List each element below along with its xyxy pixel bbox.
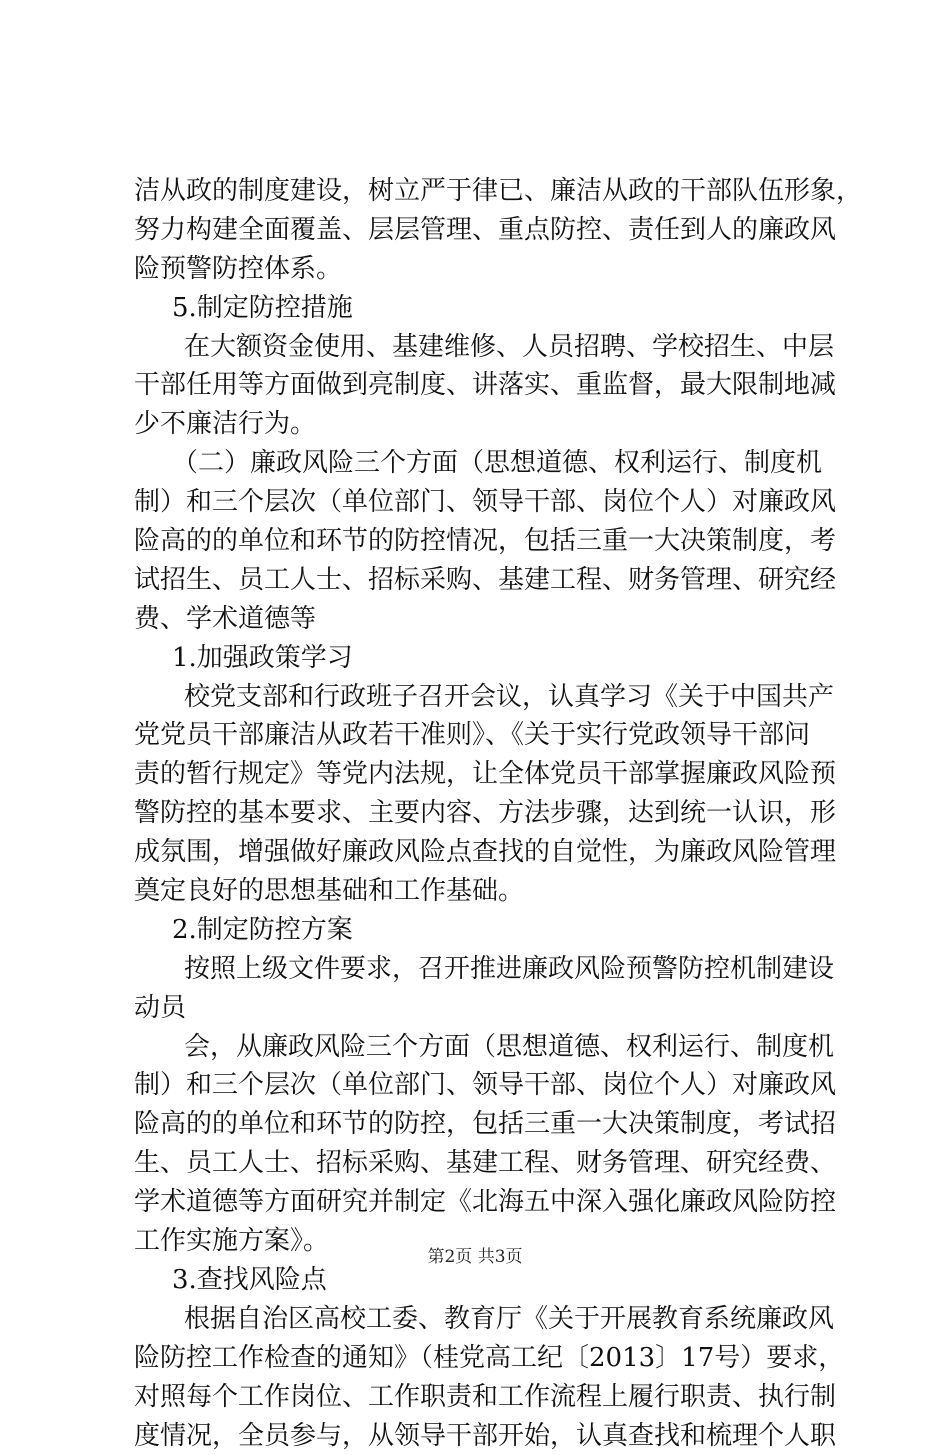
text-line: 警防控的基本要求、主要内容、方法步骤，达到统一认识，形 xyxy=(134,794,834,833)
page-number: 第2页 共3页 xyxy=(427,1247,522,1267)
text-line: 工作实施方案》。 xyxy=(134,1222,834,1261)
text-line: 会，从廉政风险三个方面（思想道德、权利运行、制度机 xyxy=(134,1028,834,1067)
text-line: 少不廉洁行为。 xyxy=(134,405,834,444)
text-line: 校党支部和行政班子召开会议，认真学习《关于中国共产 xyxy=(134,678,834,717)
text-line: 洁从政的制度建设，树立严于律已、廉洁从政的干部队伍形象， xyxy=(134,172,834,211)
text-line: 干部任用等方面做到亮制度、讲落实、重监督，最大限制地减 xyxy=(134,366,834,405)
text-line: 党党员干部廉洁从政若干准则》、《关于实行党政领导干部问 xyxy=(134,716,834,755)
text-line: 试招生、员工人士、招标采购、基建工程、财务管理、研究经 xyxy=(134,561,834,600)
text-line: 在大额资金使用、基建维修、人员招聘、学校招生、中层 xyxy=(134,328,834,367)
text-line: 制）和三个层次（单位部门、领导干部、岗位个人）对廉政风 xyxy=(134,483,834,522)
text-line: 按照上级文件要求，召开推进廉政风险预警防控机制建设 xyxy=(134,950,834,989)
section-heading: 2.制定防控方案 xyxy=(134,911,834,950)
text-line: 动员 xyxy=(134,989,834,1028)
text-line: 生、员工人士、招标采购、基建工程、财务管理、研究经费、 xyxy=(134,1144,834,1183)
text-line: 根据自治区高校工委、教育厅《关于开展教育系统廉政风 xyxy=(134,1300,834,1339)
text-line: 对照每个工作岗位、工作职责和工作流程上履行职责、执行制 xyxy=(134,1378,834,1417)
text-line: （二）廉政风险三个方面（思想道德、权利运行、制度机 xyxy=(134,444,834,483)
text-line: 奠定良好的思想基础和工作基础。 xyxy=(134,872,834,911)
page-footer xyxy=(0,1242,950,1267)
section-heading: 5.制定防控措施 xyxy=(134,289,834,328)
text-line: 险高的的单位和环节的防控情况，包括三重一大决策制度，考 xyxy=(134,522,834,561)
section-heading: 1.加强政策学习 xyxy=(134,639,834,678)
text-line: 费、学术道德等 xyxy=(134,600,834,639)
text-line: 险预警防控体系。 xyxy=(134,250,834,289)
text-line: 度情况，全员参与，从领导干部开始，认真查找和梳理个人职 xyxy=(134,1417,834,1455)
section-heading: 3.查找风险点 xyxy=(134,1261,834,1300)
text-line: 学术道德等方面研究并制定《北海五中深入强化廉政风险防控 xyxy=(134,1183,834,1222)
text-line: 成氛围，增强做好廉政风险点查找的自觉性，为廉政风险管理 xyxy=(134,833,834,872)
text-line: 险防控工作检查的通知》（桂党高工纪〔2013〕17号）要求， xyxy=(134,1339,834,1378)
text-line: 险高的的单位和环节的防控，包括三重一大决策制度，考试招 xyxy=(134,1105,834,1144)
text-line: 制）和三个层次（单位部门、领导干部、岗位个人）对廉政风 xyxy=(134,1066,834,1105)
text-line: 努力构建全面覆盖、层层管理、重点防控、责任到人的廉政风 xyxy=(134,211,834,250)
text-line: 责的暂行规定》等党内法规，让全体党员干部掌握廉政风险预 xyxy=(134,755,834,794)
